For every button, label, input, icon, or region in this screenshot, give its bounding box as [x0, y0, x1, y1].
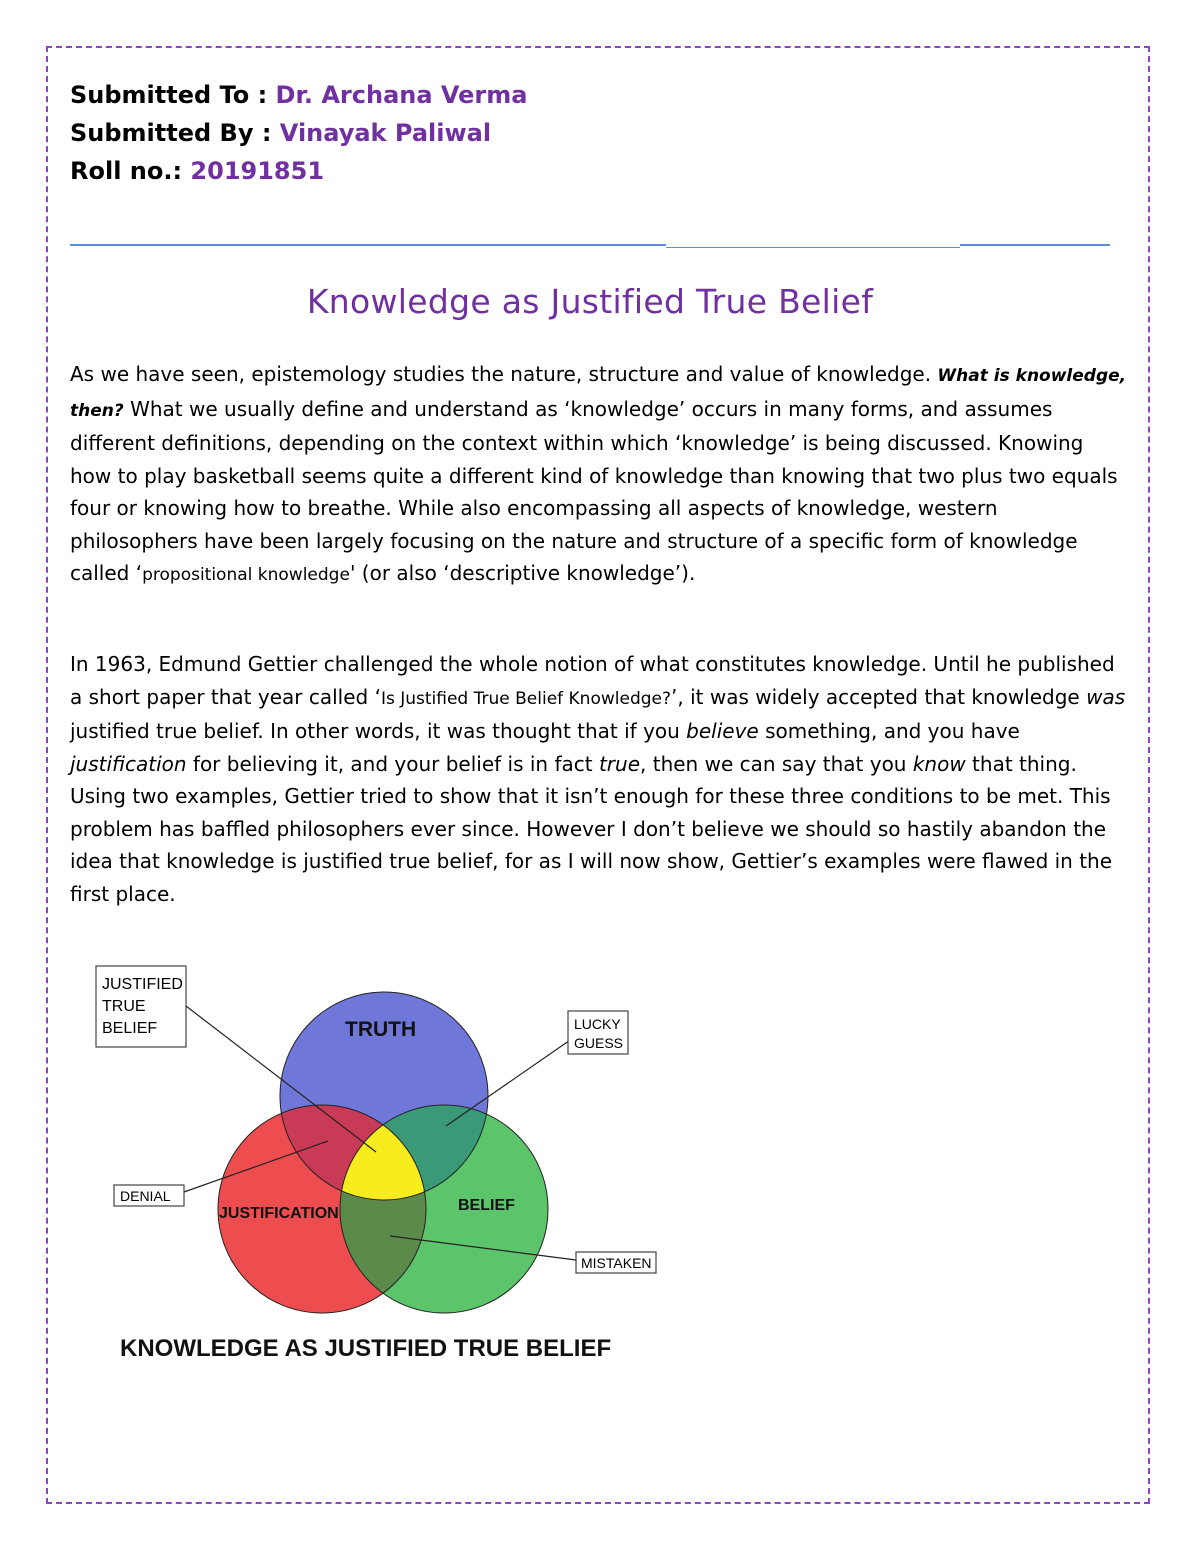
- roll-number-value: 20191851: [190, 157, 325, 185]
- belief-label: BELIEF: [458, 1197, 515, 1214]
- page-title: Knowledge as Justified True Belief: [306, 282, 874, 321]
- paragraph-intro: [70, 358, 1130, 592]
- mistaken-label: MISTAKEN: [581, 1255, 652, 1271]
- paragraph-text: ’, it was widely accepted that knowledge: [671, 684, 1087, 709]
- jtb-label-line1: JUSTIFIED: [102, 976, 183, 993]
- jtb-label-line2: TRUE: [102, 998, 146, 1015]
- emphasis-question: What is knowledge, then?: [70, 366, 1127, 421]
- paragraph-text: that thing. Using two examples, Gettier tried to show that it isn’t enough for these three conditions to be met. This problem has baffled philosophers ever since. However I don’t believe we should so hastily abandon the idea that knowledge is justified true belief, for as I will now show, Gettier’s examples were flawed in the first place.: [70, 751, 1113, 906]
- roll-number-line: [70, 152, 527, 190]
- jtb-label-line3: BELIEF: [102, 1020, 158, 1037]
- lucky-guess-label-line1: LUCKY: [574, 1016, 621, 1032]
- submitted-to-label: Submitted To :: [70, 81, 276, 109]
- paper-title: Is Justified True Belief Knowledge?: [380, 688, 672, 709]
- divider-line-end: [960, 244, 1110, 246]
- emphasis-word: believe: [686, 719, 759, 743]
- paragraph-text: In 1963, Edmund Gettier challenged the whole notion of what constitutes knowledge. Until he published a short paper that year called ‘: [70, 652, 1115, 709]
- emphasis-word: know: [912, 751, 966, 776]
- diagram-caption: KNOWLEDGE AS JUSTIFIED TRUE BELIEF: [120, 1335, 612, 1362]
- emphasis-word: was: [1086, 684, 1126, 709]
- roll-number-label: Roll no.:: [70, 157, 191, 185]
- submission-info: [70, 76, 527, 190]
- term-propositional-knowledge: propositional knowledge: [142, 565, 350, 585]
- paragraph-text: As we have seen, epistemology studies the nature, structure and value of knowledge.: [70, 362, 938, 386]
- divider-line: [70, 244, 666, 246]
- paragraph-text: ' (or also ‘descriptive knowledge’).: [349, 561, 696, 585]
- divider-line-thin: [666, 247, 960, 248]
- truth-label: TRUTH: [345, 1018, 417, 1041]
- venn-diagram: [88, 956, 678, 1380]
- denial-label: DENIAL: [120, 1188, 171, 1204]
- submitted-to-line: [70, 76, 527, 114]
- paragraph-text: justified true belief. In other words, it was thought that if you: [70, 719, 687, 743]
- venn-diagram-svg: [88, 956, 678, 1376]
- submitted-by-label: Submitted By :: [70, 119, 280, 147]
- submitted-to-value: Dr. Archana Verma: [275, 81, 528, 109]
- paragraph-text: something, and you have: [758, 719, 1020, 743]
- paragraph-text: for believing it, and your belief is in fact: [186, 751, 599, 776]
- submitted-by-value: Vinayak Paliwal: [279, 119, 492, 147]
- lucky-guess-label-line2: GUESS: [574, 1035, 624, 1051]
- paragraph-gettier: [70, 648, 1130, 910]
- submitted-by-line: [70, 114, 527, 152]
- paragraph-text: What we usually define and understand as ‘knowledge’ occurs in many forms, and assumes different definitions, depending on the context within which ‘knowledge’ is being discussed. Knowing how to play basketball seems quite a different kind of knowledge than knowing that two plus two equals four or knowing how to breathe. While also encompassing all aspects of knowledge, western philosophers have been largely focusing on the nature and structure of a specific form of knowledge called ‘: [70, 396, 1118, 585]
- paragraph-text: , then we can say that you: [640, 751, 913, 776]
- emphasis-word: justification: [70, 751, 187, 776]
- emphasis-word: true: [598, 751, 641, 776]
- justification-label: JUSTIFICATION: [219, 1205, 339, 1222]
